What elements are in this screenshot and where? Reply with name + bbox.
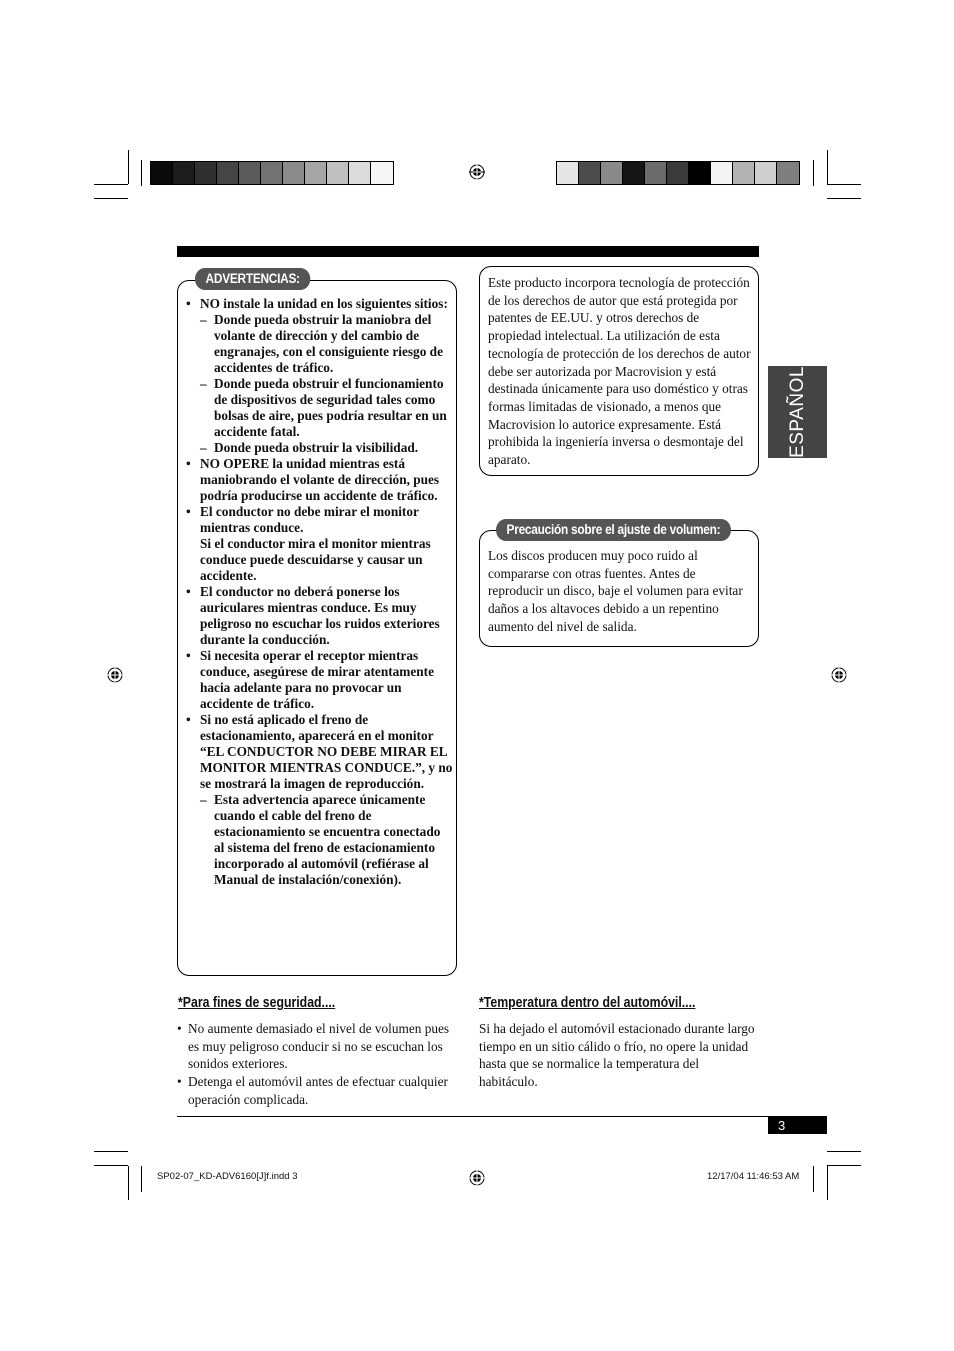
crop-mark [827, 184, 861, 185]
color-swatch [261, 162, 283, 184]
registration-mark-icon [107, 667, 123, 683]
warning-item: • Si necesita operar el receptor mientras conduce, asegúrese de mirar atentamente hacia adelante para no provocar un accidente de tráfico. [186, 648, 435, 711]
warning-subitem: – Donde pueda obstruir la maniobra del volante de dirección y del cambio de engranajes, con el consiguiente riesgo de accidentes de tráfico. [200, 312, 443, 375]
color-swatch [305, 162, 327, 184]
color-swatch [601, 162, 623, 184]
color-swatch [217, 162, 239, 184]
crop-mark [141, 1166, 142, 1192]
crop-mark [128, 150, 129, 184]
crop-mark [827, 198, 861, 199]
warning-item: • NO instale la unidad en los siguientes sitios: – Donde pueda obstruir la maniobra del volante de dirección y del cambio de engranajes, con el consiguiente riesgo de accidentes de tráfico. – Donde pueda obstruir el funcionamiento de dispositivos de seguridad tales como bolsas de aire, pues podría resultar en un accidente fatal. – Donde pueda obstruir la visibilidad. [186, 296, 454, 456]
copyright-text: Este producto incorpora tecnología de protección de los derechos de autor que está protegida por patentes de EE.UU. y otros derechos de propiedad intelectual. La utilización de esta tecnología de protección de los derechos de autor debe ser autorizada por Macrovision y está destinada únicamente para uso doméstico y otras formas limitadas de visionado, a menos que Macrovision lo autorice expresamente. Está prohibida la ingeniería inversa o desmontaje del aparato. [488, 275, 751, 468]
temperature-heading: *Temperatura dentro del automóvil.... [479, 994, 696, 1011]
warnings-label: ADVERTENCIAS: [195, 268, 310, 290]
safety-heading: *Para fines de seguridad.... [178, 994, 336, 1011]
warnings-list [186, 296, 454, 888]
color-swatch [349, 162, 371, 184]
language-tab [768, 366, 827, 458]
color-swatch [667, 162, 689, 184]
crop-mark [94, 1165, 128, 1166]
color-swatch [579, 162, 601, 184]
warning-item: • Si no está aplicado el freno de estacionamiento, aparecerá en el monitor “EL CONDUCTOR NO DEBE MIRAR EL MONITOR MIENTRAS CONDUCE.”, y no se mostrará la imagen de reproducción. – Esta advertencia aparece únicamente cuando el cable del freno de estacionamiento se encuentra conectado al sistema del freno de estacionamiento incorporado al automóvil (refiérase al Manual de instalación/conexión). [186, 712, 453, 887]
language-tab-label: ESPAÑOL [786, 366, 808, 458]
color-swatch [645, 162, 667, 184]
registration-mark-icon [831, 667, 847, 683]
timestamp-slug: 12/17/04 11:46:53 AM [707, 1171, 800, 1182]
color-swatch [711, 162, 733, 184]
registration-mark-icon [469, 1170, 485, 1186]
crop-mark [141, 160, 142, 186]
warning-subitem: – Donde pueda obstruir el funcionamiento de dispositivos de seguridad tales como bolsas de aire, pues podría resultar en un accidente fatal. [200, 376, 447, 439]
list-item: • Detenga el automóvil antes de efectuar cualquier operación complicada. [177, 1074, 448, 1107]
color-swatch [733, 162, 755, 184]
color-swatch [777, 162, 799, 184]
color-swatch [623, 162, 645, 184]
color-swatch [327, 162, 349, 184]
crop-mark [827, 1165, 861, 1166]
crop-mark [827, 1166, 828, 1200]
warning-subitem: – Esta advertencia aparece únicamente cuando el cable del freno de estacionamiento se encuentra conectado al sistema del freno de estacionamiento incorporado al automóvil (refiérase al Manual de instalación/conexión). [200, 792, 441, 887]
warning-item: • El conductor no deberá ponerse los auriculares mientras conduce. Es muy peligroso no escuchar los ruidos exteriores durante la conducción. [186, 584, 440, 647]
warning-item: • NO OPERE la unidad mientras está maniobrando el volante de dirección, pues podría producirse un accidente de tráfico. [186, 456, 440, 503]
temperature-text: Si ha dejado el automóvil estacionado durante largo tiempo en un sitio cálido o frío, no opere la unidad hasta que se normalice la temperatura del habitáculo. [479, 1021, 755, 1090]
color-swatch [371, 162, 393, 184]
color-swatch [557, 162, 579, 184]
warning-subitem: – Donde pueda obstruir la visibilidad. [200, 440, 419, 455]
crop-mark [813, 160, 814, 186]
registration-mark-icon [469, 164, 485, 180]
safety-list [177, 1020, 459, 1109]
file-slug: SP02-07_KD-ADV6160[J]f.indd 3 [157, 1171, 298, 1182]
color-swatch [151, 162, 173, 184]
color-swatch [239, 162, 261, 184]
crop-mark [827, 150, 828, 184]
color-swatch [689, 162, 711, 184]
color-bar-left [150, 161, 394, 185]
color-swatch [755, 162, 777, 184]
crop-mark [827, 1151, 861, 1152]
volume-caution-label: Precaución sobre el ajuste de volumen: [496, 519, 731, 541]
color-swatch [283, 162, 305, 184]
color-swatch [173, 162, 195, 184]
header-bar [177, 246, 759, 257]
crop-mark [94, 198, 128, 199]
crop-mark [813, 1166, 814, 1192]
warning-item: • El conductor no debe mirar el monitor mientras conduce. Si el conductor mira el monitor mientras conduce puede descuidarse y causar un accidente. [186, 504, 431, 583]
crop-mark [94, 1151, 128, 1152]
volume-caution-text: Los discos producen muy poco ruido al compararse con otras fuentes. Antes de reproducir un disco, baje el volumen para evitar daños a los altavoces debido a un repentino aumento del nivel de salida. [488, 548, 743, 634]
crop-mark [128, 1166, 129, 1200]
footer-rule [177, 1116, 827, 1117]
page-number: 3 [768, 1117, 827, 1134]
list-item: • No aumente demasiado el nivel de volumen pues es muy peligroso conducir si no se escuchan los sonidos exteriores. [177, 1021, 450, 1072]
crop-mark [94, 184, 128, 185]
color-swatch [195, 162, 217, 184]
color-bar-right [556, 161, 800, 185]
